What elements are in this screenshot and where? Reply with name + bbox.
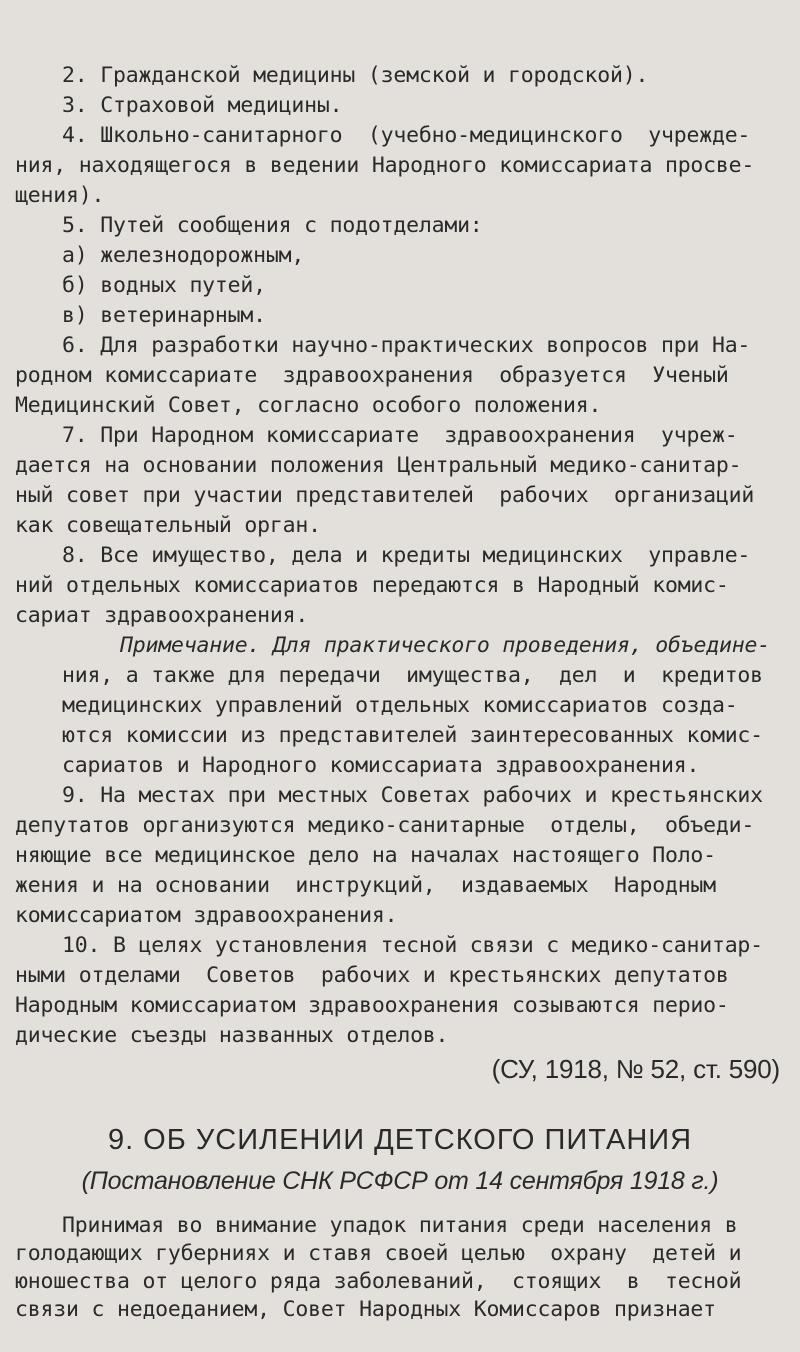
note-line: сариатов и Народного комиссариата здравоохранения. xyxy=(62,753,700,778)
text-line: Принимая во внимание упадок питания среди населения в xyxy=(62,1213,738,1238)
text-line: юношества от целого ряда заболеваний, стоящих в тесной xyxy=(15,1269,742,1294)
citation: (СУ, 1918, № 52, ст. 590) xyxy=(491,1054,780,1084)
text-line: 2. Гражданской медицины (земской и городской). xyxy=(62,63,649,88)
text-line: 3. Страховой медицины. xyxy=(62,93,343,118)
text-line: ными отделами Советов рабочих и крестьянских депутатов xyxy=(15,963,729,988)
text-line: 8. Все имущество, дела и кредиты медицинских управле- xyxy=(62,543,751,568)
note-line: Примечание. Для практического проведения, объедине- xyxy=(120,633,770,658)
text-line: щения). xyxy=(15,183,105,208)
section-subtitle: (Постановление СНК РСФСР от 14 сентября 1918 г.) xyxy=(81,1167,719,1195)
text-line: няющие все медицинское дело на началах настоящего Поло- xyxy=(15,843,716,868)
text-line: ный совет при участии представителей рабочих организаций xyxy=(15,483,755,508)
text-line: 5. Путей сообщения с подотделами: xyxy=(62,213,483,238)
text-line: связи с недоеданием, Совет Народных Комиссаров признает xyxy=(15,1297,716,1322)
text-line: дается на основании положения Центральный медико-санитар- xyxy=(15,453,742,478)
text-line: сариат здравоохранения. xyxy=(15,603,309,628)
note-line: ются комиссии из представителей заинтересованных комис- xyxy=(62,723,763,748)
text-line: 9. На местах при местных Советах рабочих и крестьянских xyxy=(62,783,763,808)
text-line: Медицинский Совет, согласно особого положения. xyxy=(15,393,602,418)
text-line: в) ветеринарным. xyxy=(62,303,266,328)
text-line: ний отдельных комиссариатов передаются в Народный комис- xyxy=(15,573,729,598)
text-line: 10. В целях установления тесной связи с медико-санитар- xyxy=(62,933,763,958)
text-line: родном комиссариате здравоохранения образуется Ученый xyxy=(15,363,729,388)
text-line: депутатов организуются медико-санитарные отделы, объеди- xyxy=(15,813,755,838)
text-line: жения и на основании инструкций, издаваемых Народным xyxy=(15,873,716,898)
text-line: 7. При Народном комиссариате здравоохранения учреж- xyxy=(62,423,738,448)
text-line: как совещательный орган. xyxy=(15,513,321,538)
text-line: 6. Для разработки научно-практических вопросов при На- xyxy=(62,333,751,358)
text-line: комиссариатом здравоохранения. xyxy=(15,903,398,928)
text-line: Народным комиссариатом здравоохранения созываются перио- xyxy=(15,993,729,1018)
text-line: голодающих губерниях и ставя своей целью охрану детей и xyxy=(15,1241,742,1266)
text-line: дические съезды названных отделов. xyxy=(15,1023,449,1048)
text-line: ния, находящегося в ведении Народного комиссариата просве- xyxy=(15,153,755,178)
text-line: а) железнодорожным, xyxy=(62,243,305,268)
text-line: 4. Школьно-санитарного (учебно-медицинского учрежде- xyxy=(62,123,751,148)
section-title: 9. ОБ УСИЛЕНИИ ДЕТСКОГО ПИТАНИЯ xyxy=(107,1124,693,1156)
note-line: медицинских управлений отдельных комиссариатов созда- xyxy=(62,693,738,718)
text-line: б) водных путей, xyxy=(62,273,266,298)
note-line: ния, а также для передачи имущества, дел и кредитов xyxy=(62,663,763,688)
